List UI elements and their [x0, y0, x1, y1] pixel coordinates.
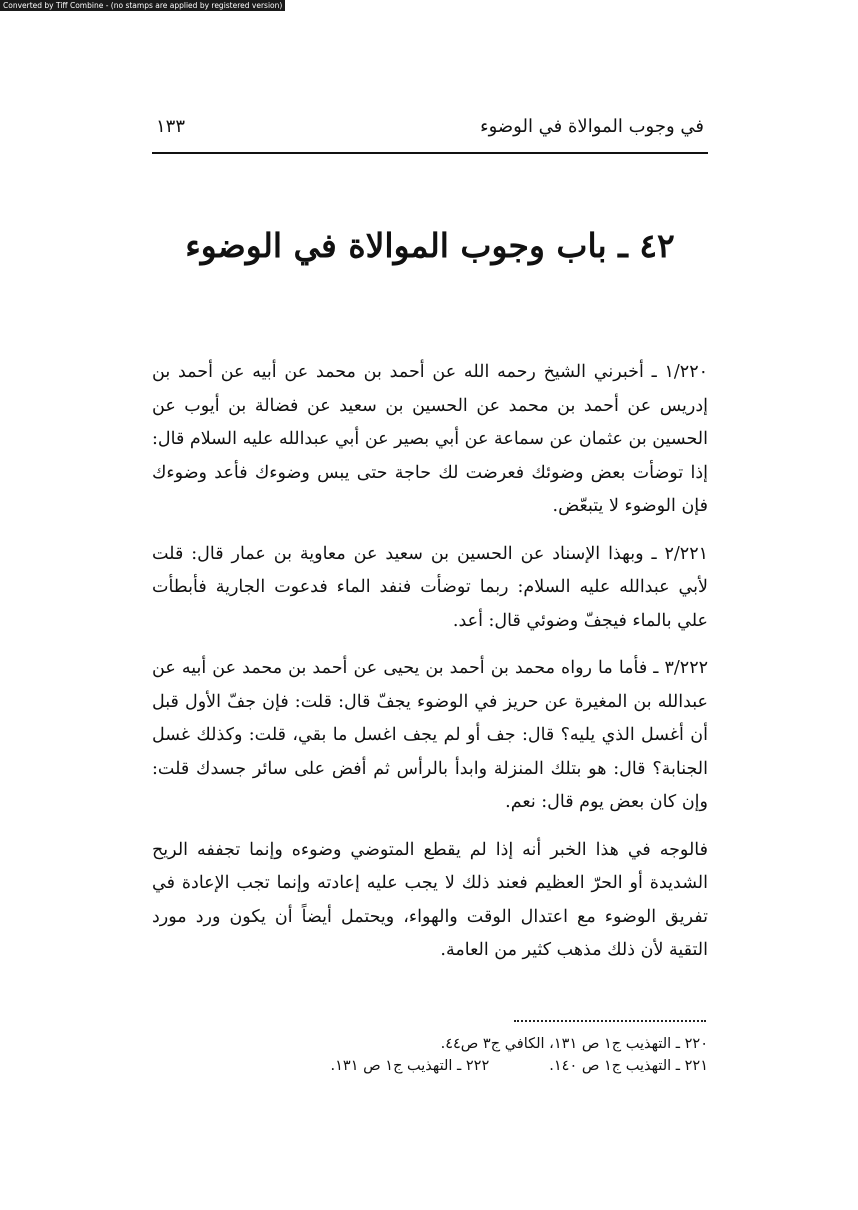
- footnote-222: ٢٢٢ ـ التهذيب ج١ ص ١٣١.: [330, 1058, 490, 1074]
- paragraph-commentary: فالوجه في هذا الخبر أنه إذا لم يقطع المتوضي وضوءه وإنما تجففه الريح الشديدة أو الحرّ العظيم فعند ذلك لا يجب عليه إعادته وإنما تجب الإعادة في تفريق الوضوء مع اعتدال الوقت والهواء، ويحتمل أيضاً أن يكون ورد مورد التقية لأن ذلك مذهب كثير من العامة.: [152, 839, 708, 960]
- chapter-title: ٤٢ ـ باب وجوب الموالاة في الوضوء: [185, 226, 675, 265]
- paragraph-hadith-220: ١/٢٢٠ ـ أخبرني الشيخ رحمه الله عن أحمد بن محمد عن أبيه عن أحمد بن إدريس عن أحمد بن محمد عن الحسين بن سعيد عن فضالة بن أيوب عن الحسين بن عثمان عن سماعة عن أبي بصير عن أبي عبدالله عليه السلام قال: إذا توضأت بعض وضوئك فعرضت لك حاجة حتى يبس وضوءك فأعد وضوءك فإن الوضوء لا يتبعّض.: [152, 362, 708, 516]
- footnote-220: ٢٢٠ ـ التهذيب ج١ ص ١٣١، الكافي ج٣ ص٤٤.: [440, 1036, 708, 1052]
- paragraph-hadith-221: ٢/٢٢١ ـ وبهذا الإسناد عن الحسين بن سعيد عن معاوية بن عمار قال: قلت لأبي عبدالله عليه السلام: ربما توضأت فنفد الماء فدعوت الجارية فأبطأت علي بالماء فيجفّ وضوئي قال: أعد.: [152, 543, 708, 631]
- running-header: [152, 110, 708, 150]
- footnote-line: [152, 1055, 708, 1077]
- running-title: في وجوب الموالاة في الوضوء: [480, 116, 704, 137]
- footnote-line: [152, 1033, 708, 1055]
- body-text: [152, 356, 708, 982]
- footnotes: [152, 1033, 708, 1077]
- footnote-221: ٢٢١ ـ التهذيب ج١ ص ١٤٠.: [549, 1058, 708, 1074]
- footnote-divider: [514, 1020, 706, 1022]
- header-divider: [152, 152, 708, 154]
- page-number: ١٣٣: [156, 116, 186, 137]
- converter-banner: Converted by Tiff Combine - (no stamps are applied by registered version): [0, 0, 285, 11]
- paragraph-hadith-222: ٣/٢٢٢ ـ فأما ما رواه محمد بن أحمد بن يحيى عن أحمد بن محمد عن أبيه عن عبدالله بن المغيرة عن حريز في الوضوء يجفّ قال: قلت: فإن جفّ الأول قبل أن أغسل الذي يليه؟ قال: جف أو لم يجف اغسل ما بقي، قلت: وكذلك غسل الجنابة؟ قال: هو بتلك المنزلة وابدأ بالرأس ثم أفض على سائر جسدك قلت: وإن كان بعض يوم قال: نعم.: [152, 658, 708, 812]
